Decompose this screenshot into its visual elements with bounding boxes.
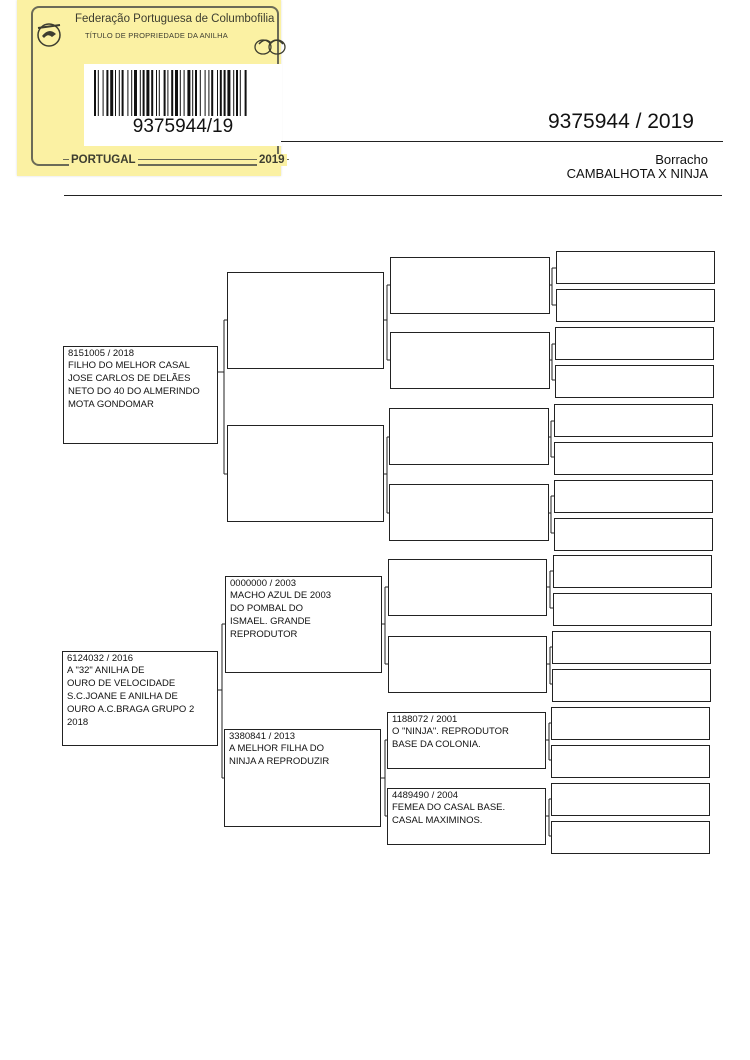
sire-box: [63, 346, 218, 444]
dam-dam-box: [224, 729, 381, 827]
gen4-box-13: [551, 707, 710, 740]
gen4-box-2: [556, 289, 715, 322]
barcode-label: [84, 64, 282, 146]
gen4-box-16: [551, 821, 710, 854]
header-divider: [281, 141, 723, 142]
card-ring-number: 9375944/19: [132, 116, 234, 137]
dam-dam-dam-ring: 4489490 / 2004: [392, 790, 459, 801]
pigeon-ring-number: 9375944 / 2019: [548, 110, 694, 133]
federation-emblem-icon: [36, 22, 62, 48]
gen3-box-3: [389, 408, 549, 465]
gen4-box-3: [555, 327, 714, 360]
gen3-box-4: [389, 484, 549, 541]
barcode-icon: [94, 70, 272, 116]
dam-sire-ring: 0000000 / 2003: [230, 578, 297, 589]
dam-box: [62, 651, 218, 746]
gen3-box-2: [390, 332, 550, 389]
sire-info: FILHO DO MELHOR CASAL JOSE CARLOS DE DELÃES NETO DO 40 DO ALMERINDO MOTA GONDOMAR: [68, 360, 200, 410]
sire-sire-box: [227, 272, 384, 369]
dam-info: A "32" ANILHA DE OURO DE VELOCIDADE S.C.JOANE E ANILHA DE OURO A.C.BRAGA GRUPO 2 2018: [67, 665, 195, 728]
federation-name: Federação Portuguesa de Columbofilia: [75, 13, 275, 25]
gen4-box-8: [554, 518, 713, 551]
gen4-box-11: [552, 631, 711, 664]
sire-ring: 8151005 / 2018: [68, 348, 135, 359]
pigeon-emblem-icon: [253, 34, 287, 56]
dam-dam-sire-info: O "NINJA". REPRODUTOR BASE DA COLONIA.: [392, 726, 509, 750]
gen4-box-6: [554, 442, 713, 475]
gen3-box-1: [390, 257, 550, 314]
card-year: 2019: [259, 154, 285, 166]
card-subtitle: TÍTULO DE PROPRIEDADE DA ANILHA: [85, 31, 228, 40]
gen4-box-15: [551, 783, 710, 816]
dam-dam-sire-box: [387, 712, 546, 769]
dam-dam-ring: 3380841 / 2013: [229, 731, 296, 742]
card-frame: [31, 6, 285, 166]
dam-dam-sire-ring: 1188072 / 2001: [392, 714, 458, 725]
dam-dam-info: A MELHOR FILHA DO NINJA A REPRODUZIR: [229, 743, 330, 767]
gen4-box-4: [555, 365, 714, 398]
gen4-box-7: [554, 480, 713, 513]
dam-dam-dam-box: [387, 788, 546, 845]
header-bottom-divider: [64, 195, 722, 196]
gen4-box-1: [556, 251, 715, 284]
dam-ring: 6124032 / 2016: [67, 653, 134, 664]
gen3-box-6: [388, 636, 547, 693]
gen4-box-12: [552, 669, 711, 702]
dam-dam-dam-info: FEMEA DO CASAL BASE. CASAL MAXIMINOS.: [392, 802, 506, 826]
gen4-box-9: [553, 555, 712, 588]
gen4-box-10: [553, 593, 712, 626]
card-country: PORTUGAL: [71, 154, 136, 166]
dam-sire-box: [225, 576, 382, 673]
ring-ownership-card: [17, 0, 285, 176]
gen4-box-14: [551, 745, 710, 778]
gen4-box-5: [554, 404, 713, 437]
sire-dam-box: [227, 425, 384, 522]
pigeon-name: CAMBALHOTA X NINJA: [566, 166, 708, 181]
dam-sire-info: MACHO AZUL DE 2003 DO POMBAL DO ISMAEL. GRANDE REPRODUTOR: [230, 590, 332, 640]
gen3-box-5: [388, 559, 547, 616]
pigeon-color: Borracho: [655, 152, 708, 167]
